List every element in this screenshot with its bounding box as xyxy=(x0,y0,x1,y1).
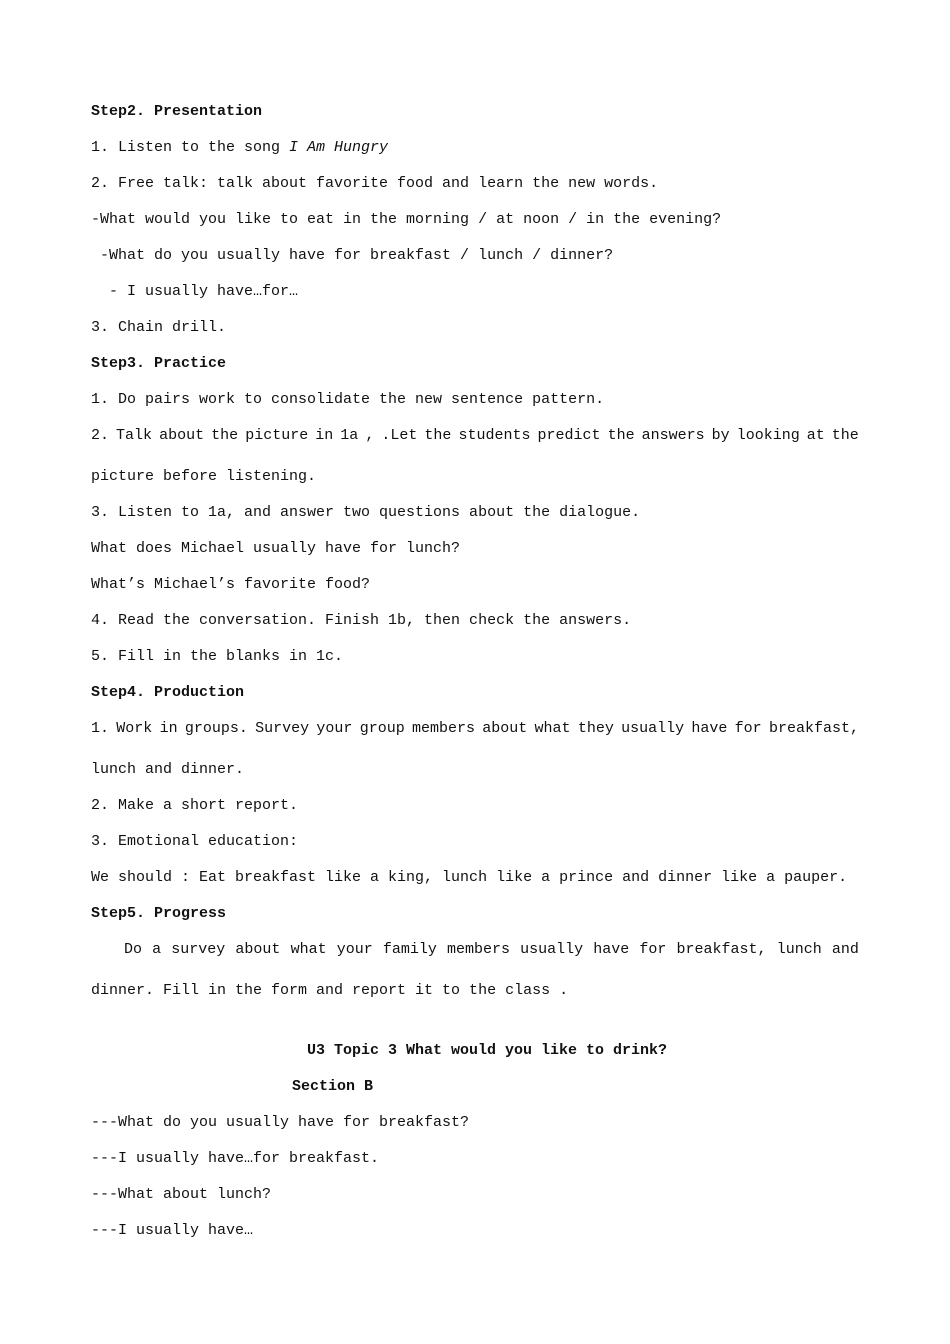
word: have xyxy=(593,941,630,958)
step2-heading: Step2. Presentation xyxy=(91,103,263,120)
song-title: I Am Hungry xyxy=(289,139,389,156)
word: group xyxy=(359,720,405,737)
board-title: U3 Topic 3 What would you like to drink? xyxy=(307,1042,668,1059)
word: members xyxy=(411,720,475,737)
step4-item-3-text: We should : Eat breakfast like a king, lunch like a prince and dinner like a pauper. xyxy=(91,869,848,886)
step4-item-2: 2. Make a short report. xyxy=(91,797,299,814)
step3-item-2-line-2: picture before listening. xyxy=(91,468,317,485)
word: the xyxy=(211,427,239,444)
board-section: Section B xyxy=(292,1078,374,1095)
word: what xyxy=(534,720,571,737)
step2-question-2: -What do you usually have for breakfast / lunch / dinner? xyxy=(91,247,614,264)
board-dialogue-4: ---I usually have… xyxy=(91,1222,254,1239)
word: breakfast, xyxy=(768,720,859,737)
step5-line-1 xyxy=(124,940,859,960)
word: they xyxy=(577,720,614,737)
board-dialogue-2: ---I usually have…for breakfast. xyxy=(91,1150,380,1167)
word: at xyxy=(806,427,825,444)
word: what xyxy=(290,941,327,958)
step2-answer-pattern: - I usually have…for… xyxy=(91,283,299,300)
step3-item-3: 3. Listen to 1a, and answer two questions about the dialogue. xyxy=(91,504,641,521)
word: groups. xyxy=(184,720,248,737)
step2-item-1 xyxy=(91,138,388,158)
step5-heading: Step5. Progress xyxy=(91,905,227,922)
word: members xyxy=(446,941,510,958)
step3-item-2-line-1 xyxy=(91,426,859,446)
word: picture xyxy=(245,427,309,444)
word: predict xyxy=(537,427,601,444)
step4-item-3: 3. Emotional education: xyxy=(91,833,299,850)
word: in xyxy=(315,427,334,444)
word: Survey xyxy=(255,720,310,737)
word: breakfast, xyxy=(676,941,767,958)
step4-item-1-line-1 xyxy=(91,719,859,739)
step3-item-1: 1. Do pairs work to consolidate the new sentence pattern. xyxy=(91,391,605,408)
word: , xyxy=(365,427,375,444)
step5-line-2: dinner. Fill in the form and report it to the class . xyxy=(91,982,569,999)
word: survey xyxy=(171,941,226,958)
step3-question-2: What’s Michael’s favorite food? xyxy=(91,576,371,593)
word: have xyxy=(691,720,728,737)
word: family xyxy=(382,941,437,958)
word: and xyxy=(831,941,859,958)
step3-question-1: What does Michael usually have for lunch? xyxy=(91,540,461,557)
word: 2. xyxy=(91,427,110,444)
word: the xyxy=(831,427,859,444)
word: the xyxy=(424,427,452,444)
word: about xyxy=(159,427,205,444)
word: lunch xyxy=(776,941,822,958)
word: 1. xyxy=(91,720,110,737)
word: looking xyxy=(736,427,800,444)
word: Work xyxy=(116,720,153,737)
step2-item-1-prefix: 1. Listen to the song xyxy=(91,139,290,156)
board-dialogue-3: ---What about lunch? xyxy=(91,1186,272,1203)
step3-item-5: 5. Fill in the blanks in 1c. xyxy=(91,648,344,665)
step2-item-3: 3. Chain drill. xyxy=(91,319,227,336)
step2-question-1: -What would you like to eat in the morning / at noon / in the evening? xyxy=(91,211,722,228)
step3-item-4: 4. Read the conversation. Finish 1b, then check the answers. xyxy=(91,612,632,629)
step4-item-1-line-2: lunch and dinner. xyxy=(91,761,245,778)
step4-heading: Step4. Production xyxy=(91,684,245,701)
word: for xyxy=(639,941,667,958)
board-dialogue-1: ---What do you usually have for breakfast? xyxy=(91,1114,470,1131)
word: .Let xyxy=(381,427,418,444)
word: 1a xyxy=(340,427,359,444)
word: the xyxy=(607,427,635,444)
word: your xyxy=(336,941,373,958)
word: students xyxy=(458,427,531,444)
word: about xyxy=(482,720,528,737)
word: usually xyxy=(621,720,685,737)
word: your xyxy=(316,720,353,737)
word: about xyxy=(235,941,281,958)
word: answers xyxy=(641,427,705,444)
step2-item-2: 2. Free talk: talk about favorite food and learn the new words. xyxy=(91,175,659,192)
step3-heading: Step3. Practice xyxy=(91,355,227,372)
word: usually xyxy=(520,941,584,958)
word: Talk xyxy=(116,427,153,444)
word: Do xyxy=(124,941,143,958)
word: in xyxy=(159,720,178,737)
word: by xyxy=(711,427,730,444)
word: a xyxy=(152,941,162,958)
word: for xyxy=(734,720,762,737)
